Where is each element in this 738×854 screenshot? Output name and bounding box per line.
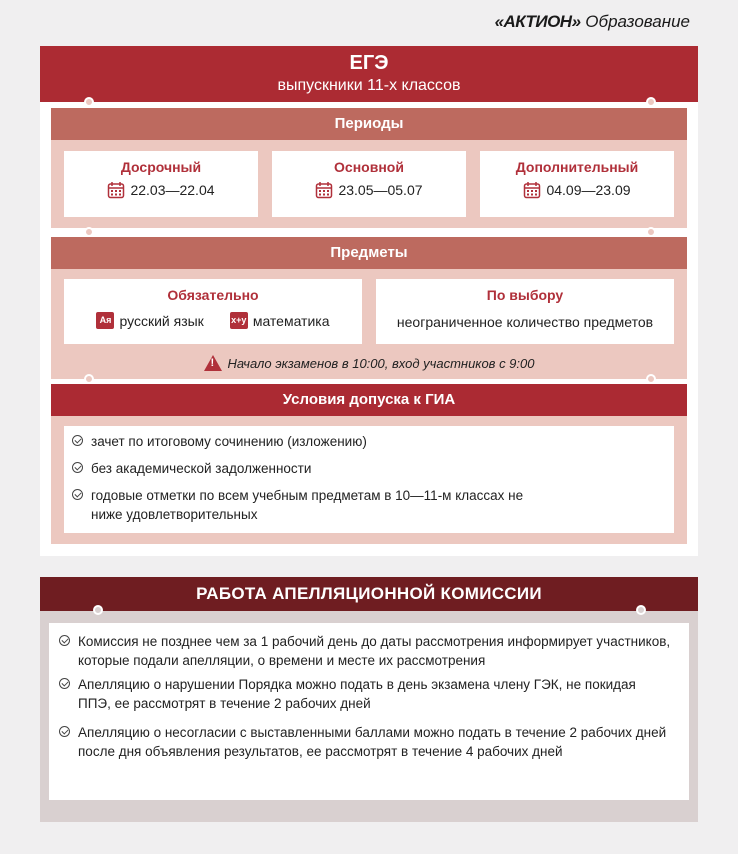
list-item [72,486,551,524]
ege-title: ЕГЭ [349,52,389,74]
ege-card [40,46,698,556]
period-dates-row [480,181,674,199]
condition-text: зачет по итоговому сочинению (изложению) [91,434,367,449]
optional-title: По выбору [486,287,564,303]
connector-dot [84,374,94,384]
period-name: Дополнительный [515,159,639,175]
calendar-icon [523,181,541,199]
period-dates-row [272,181,466,199]
conditions-card [64,426,674,533]
calendar-icon [315,181,333,199]
warning-icon [204,355,222,371]
period-dates: 04.09—23.09 [546,182,631,198]
connector-dot [646,97,656,107]
period-name: Основной [334,159,404,175]
subject-item [230,312,330,329]
connector-dot [636,605,646,615]
connector-dot [93,605,103,615]
condition-text: годовые отметки по всем учебным предметам в 10—11-м классах не ниже удовлетворительных [91,488,524,522]
check-icon [59,726,70,737]
check-icon [72,489,83,500]
subjects-header: Предметы [51,237,687,269]
exam-time-note [40,355,698,371]
subject-label: математика [252,312,330,329]
appeal-text: Апелляцию о несогласии с выставленными баллами можно подать в течение 2 рабочих дней после дня объявления результатов, ее рассмотрят в течение 4 рабочих дней [78,725,667,759]
list-item [59,723,679,761]
brand-name: Образование [585,12,690,31]
period-dates-row [64,181,258,199]
period-dates: 22.03—22.04 [130,182,215,198]
appeal-header: РАБОТА АПЕЛЛЯЦИОННОЙ КОМИССИИ [40,577,698,611]
exam-time-note-text: Начало экзаменов в 10:00, вход участников с 9:00 [227,355,535,371]
period-dates: 23.05—05.07 [338,182,423,198]
period-card [272,151,466,217]
ege-header [40,46,698,102]
condition-text: без академической задолженности [91,461,312,476]
brand-logo-mark: «АКТИОН» [494,12,581,31]
appeal-list [49,623,689,761]
connector-dot [84,227,94,237]
connector-dot [646,227,656,237]
period-name: Досрочный [120,159,202,175]
appeal-card [40,577,698,822]
list-item [59,675,668,713]
appeal-text: Комиссия не позднее чем за 1 рабочий день до даты рассмотрения информирует участников, которые подали апелляции, о времени и месте их рассмотрения [78,634,671,668]
russian-language-icon: Ая [96,312,114,329]
check-icon [59,635,70,646]
brand-logo [495,12,690,32]
check-icon [72,435,83,446]
connector-dot [646,374,656,384]
conditions-list [64,426,674,524]
connector-dot [84,97,94,107]
calendar-icon [107,181,125,199]
subject-item [96,312,203,329]
ege-subtitle: выпускники 11-х классов [277,77,461,94]
conditions-header: Условия допуска к ГИА [51,384,687,416]
optional-text: неограниченное количество предметов [396,314,654,330]
math-icon: x+y [230,312,248,329]
period-card [64,151,258,217]
appeal-box [49,623,689,800]
list-item [72,432,666,451]
period-card [480,151,674,217]
optional-subjects-card [376,279,674,344]
mandatory-title: Обязательно [167,287,259,303]
list-item [72,459,666,478]
periods-header: Периоды [51,108,687,140]
list-item [59,632,679,670]
mandatory-subjects-card [64,279,362,344]
appeal-text: Апелляцию о нарушении Порядка можно подать в день экзамена члену ГЭК, не покидая ППЭ, ее рассмотрят в течение 2 рабочих дней [78,677,636,711]
check-icon [59,678,70,689]
check-icon [72,462,83,473]
subject-label: русский язык [119,312,204,329]
mandatory-subjects-list [64,312,362,329]
